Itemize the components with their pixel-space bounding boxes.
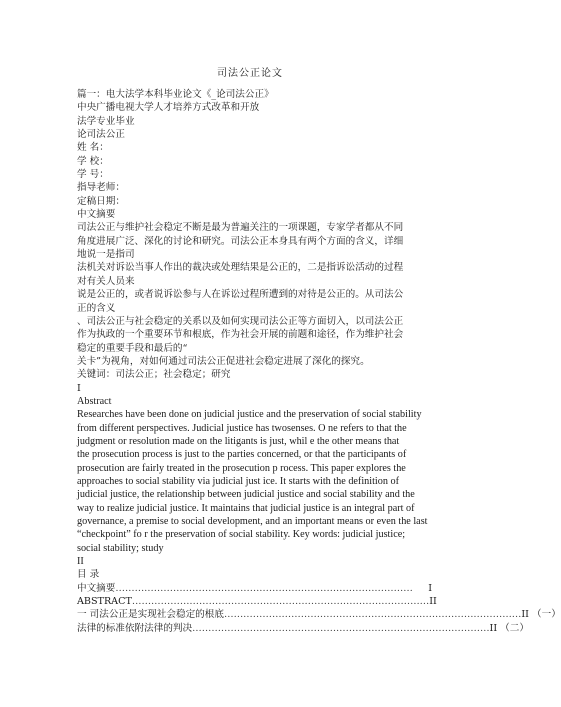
- abstract-cn-line: 司法公正与维护社会稳定不断是最为普遍关注的一项课题，专家学者都从不同: [77, 222, 404, 234]
- abstract-en-line: Researches have been done on judicial justice and the preservation of social stability: [77, 409, 422, 421]
- toc-entry-label: 法律的标准依附法律的判决: [77, 622, 193, 634]
- abstract-en-line: approaches to social stability via judicial just ice. It starts with the definition of: [77, 475, 399, 487]
- abstract-cn-line: 正的含义: [77, 302, 116, 314]
- abstract-cn-line: 对有关人员来: [77, 275, 135, 287]
- abstract-cn-line: 说是公正的，或者说诉讼参与人在诉讼过程所遭到的对待是公正的。从司法公: [77, 289, 404, 301]
- page-number-ii: II: [77, 556, 84, 568]
- abstract-cn-line: 法机关对诉讼当事人作出的裁决或处理结果是公正的，二是指诉讼活动的过程: [77, 262, 404, 274]
- toc-entry[interactable]: [77, 595, 437, 608]
- abstract-en-line: governance, a premise to social development, and an important means or even the last: [77, 516, 428, 527]
- abstract-en-line: prosecution are fairly treated in the prosecution p rocess. This paper explores the: [77, 462, 406, 474]
- toc-leader-dots: …………………………………………………………………………………: [115, 582, 413, 594]
- front-line-advisor: 指导老师：: [77, 182, 125, 194]
- abstract-cn-line: 、司法公正与社会稳定的关系以及如何实现司法公正等方面切入，以司法公正: [77, 315, 404, 327]
- toc-entry-page: II （一）: [521, 609, 561, 621]
- toc-entry-label: 一 司法公正是实现社会稳定的根底: [77, 609, 224, 621]
- abstract-cn-line: 作为执政的一个重要环节和根底，作为社会开展的前题和途径，作为维护社会: [77, 329, 404, 341]
- document-body: [77, 88, 561, 635]
- abstract-en-line: judgment or resolution made on the litigants is just, whil e the other means that: [77, 435, 400, 447]
- front-line-date: 定稿日期：: [77, 195, 125, 207]
- front-line-student-id: 学 号：: [77, 169, 109, 181]
- keywords-cn: 关键词：司法公正；社会稳定；研究: [77, 369, 231, 381]
- toc-heading: 目 录: [77, 569, 100, 581]
- toc-entry-label: 中文摘要: [77, 582, 116, 594]
- toc-entry[interactable]: [77, 582, 432, 595]
- toc-entry[interactable]: [77, 622, 529, 635]
- abstract-cn-heading: 中文摘要: [77, 209, 116, 221]
- front-line-thesis-title: 论司法公正: [77, 129, 125, 141]
- front-line-school: 学 校：: [77, 155, 109, 167]
- abstract-en-line: “checkpoint” fo r the preservation of social stability. Key words: judicial justice;: [77, 529, 406, 541]
- document-title: 司法公正论文: [217, 68, 283, 79]
- front-line-major: 法学专业毕业: [77, 115, 135, 127]
- front-line-university: 中央广播电视大学人才培养方式改革和开放: [77, 102, 260, 114]
- toc-entry-page: II: [429, 596, 437, 608]
- toc-entry-page: II （二）: [489, 622, 529, 634]
- abstract-en-line: the prosecution process is just to the parties concerned, or that the participants of: [77, 449, 407, 461]
- toc-leader-dots: …………………………………………………………………………………: [192, 622, 490, 634]
- front-line-name: 姓 名：: [77, 142, 109, 154]
- abstract-cn-line: 关卡”为视角，对如何通过司法公正促进社会稳定进展了深化的探究。: [77, 355, 370, 367]
- abstract-en-heading: Abstract: [77, 395, 112, 407]
- toc-leader-dots: …………………………………………………………………………………: [223, 609, 522, 621]
- front-line-heading: 篇一：电大法学本科毕业论文《_论司法公正》: [77, 89, 274, 100]
- toc-entry-page: I: [428, 582, 432, 594]
- abstract-en-line: judicial justice, the relationship between judicial justice and social stability and the: [77, 489, 415, 501]
- abstract-cn-line: 稳定的重要手段和最后的“: [77, 342, 188, 354]
- abstract-cn-line: 地说一是指司: [77, 249, 135, 261]
- abstract-cn-line: 角度进展广泛、深化的讨论和研究。司法公正本身具有两个方面的含义，详细: [77, 235, 404, 247]
- toc-entry-label: ABSTRACT: [77, 596, 132, 608]
- page-number-i: I: [77, 382, 81, 394]
- abstract-en-line: way to realize judicial justice. It maintains that judicial justice is an integral part of: [77, 502, 415, 514]
- abstract-en-line: social stability; study: [77, 542, 164, 554]
- abstract-en-line: from different perspectives. Judicial justice has twosenses. O ne refers to that the: [77, 422, 407, 434]
- toc-leader-dots: …………………………………………………………………………………: [131, 596, 430, 608]
- toc-entry[interactable]: [77, 608, 561, 621]
